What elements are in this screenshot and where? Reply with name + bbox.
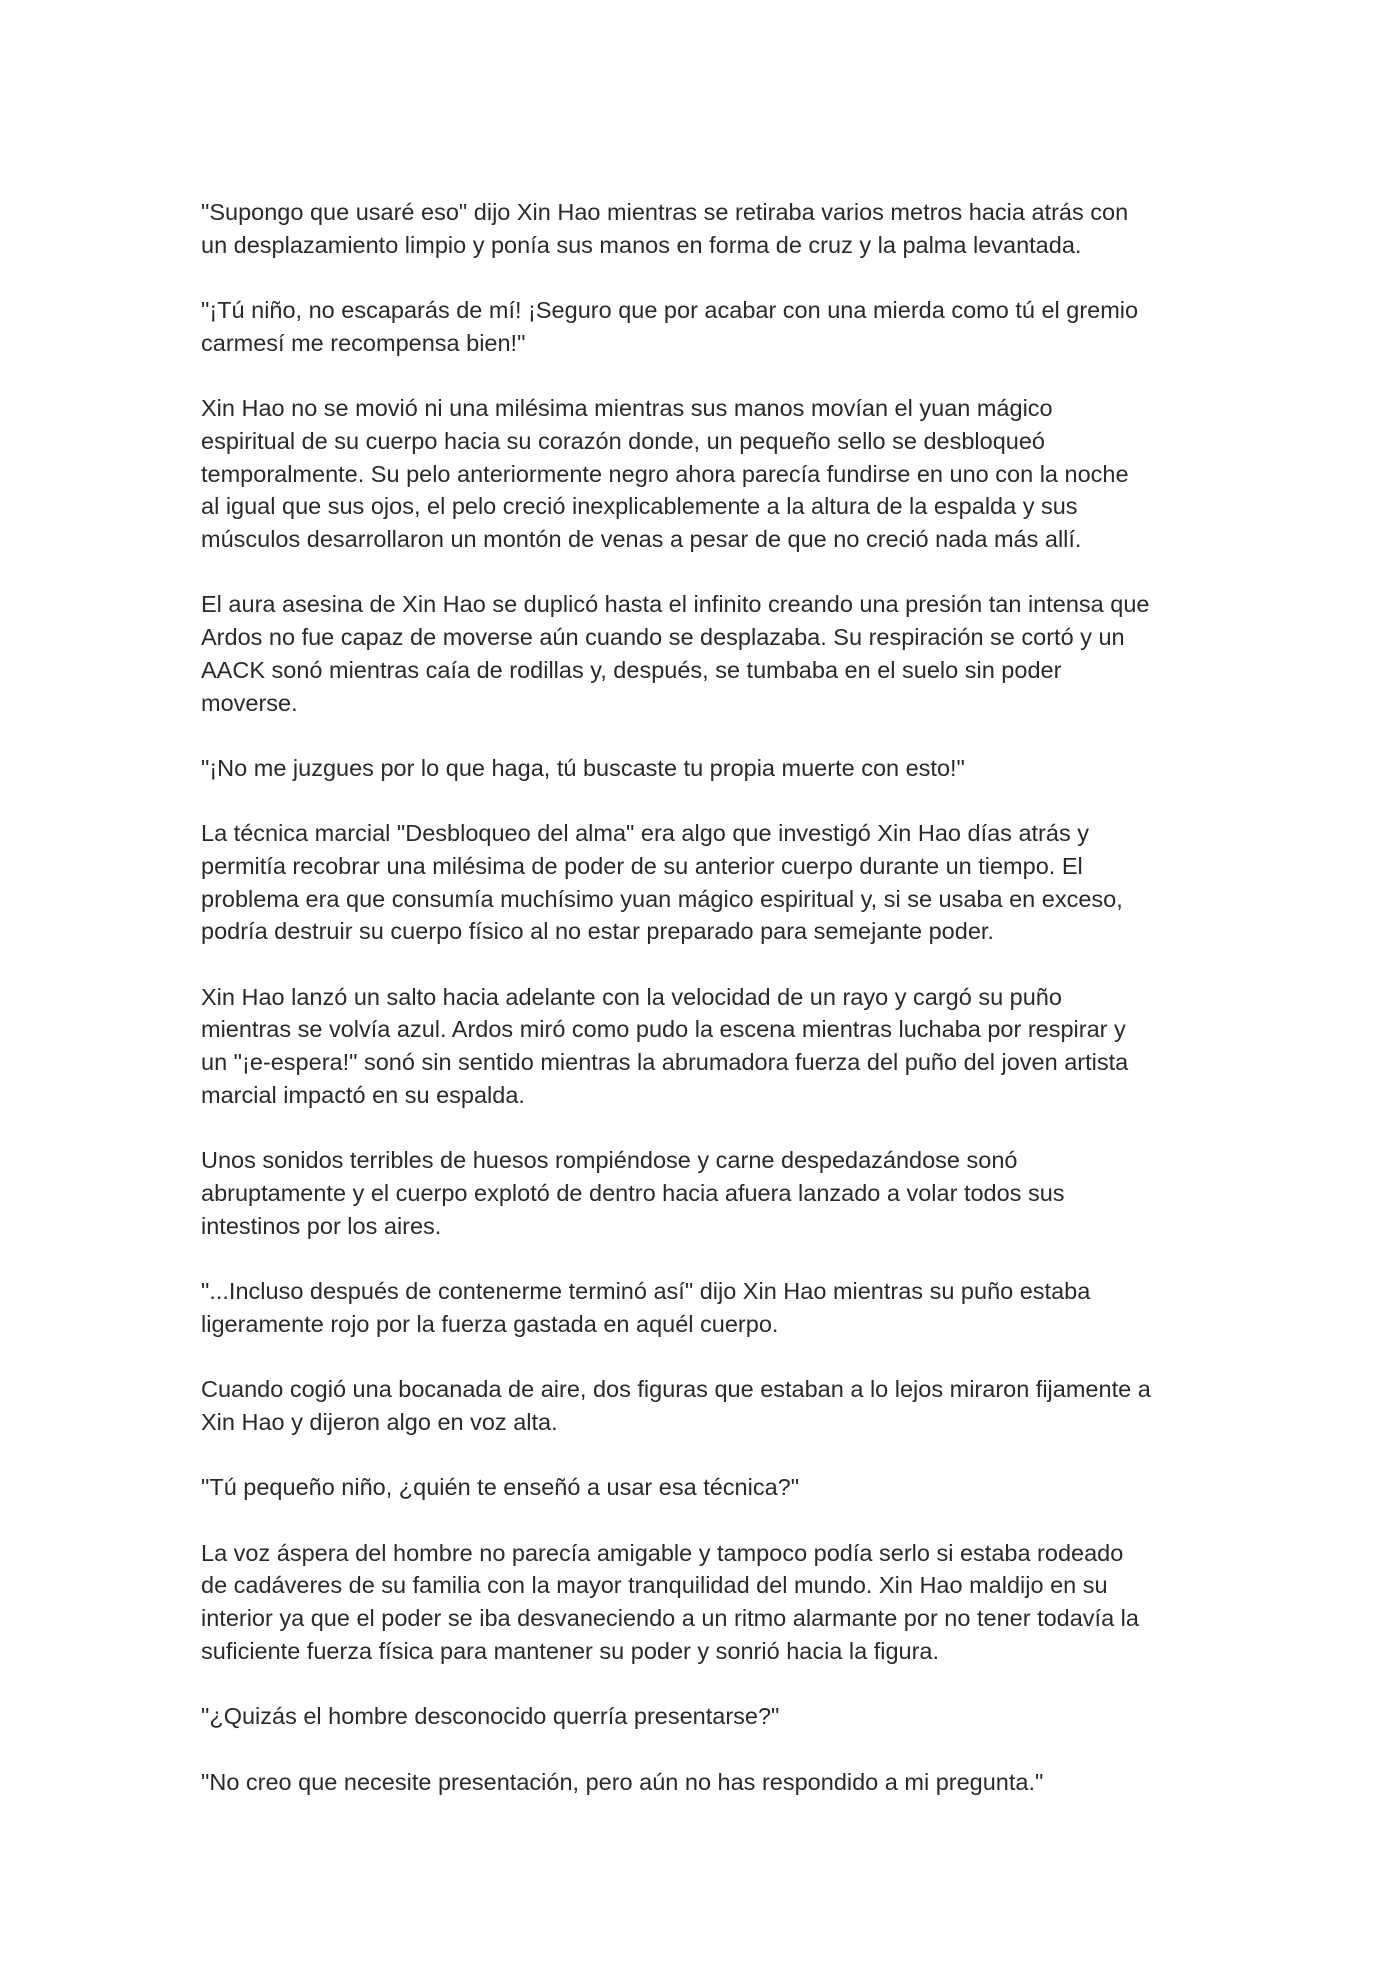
paragraph: "Tú pequeño niño, ¿quién te enseñó a usar esa técnica?" [201,1474,800,1501]
paragraph: La técnica marcial "Desbloqueo del alma" era algo que investigó Xin Hao días atrás y permitía recobrar una milésima de poder de su anterior cuerpo durante un tiempo. El problema era que consumía muchísimo yuan mágico espiritual y, si se usaba en exceso, podría destruir su cuerpo físico al no estar preparado para semejante poder. [201,820,1123,945]
paragraph: Unos sonidos terribles de huesos rompiéndose y carne despedazándose sonó abruptamente y el cuerpo explotó de dentro hacia afuera lanzado a volar todos sus intestinos por los aires. [201,1147,1065,1239]
paragraph: Xin Hao lanzó un salto hacia adelante con la velocidad de un rayo y cargó su puño mientras se volvía azul. Ardos miró como pudo la escena mientras luchaba por respirar y un "¡e-espera!" sonó sin sentido mientras la abrumadora fuerza del puño del joven artista marcial impactó en su espalda. [201,983,1129,1108]
paragraph: "¿Quizás el hombre desconocido querría presentarse?" [201,1703,780,1730]
paragraph: Xin Hao no se movió ni una milésima mientras sus manos movían el yuan mágico espiritual de su cuerpo hacia su corazón donde, un pequeño sello se desbloqueó temporalmente. Su pelo anteriormente negro ahora parecía fundirse en uno con la noche al igual que sus ojos, el pelo creció inexplicablemente a la altura de la espalda y sus músculos desarrollaron un montón de venas a pesar de que no creció nada más allí. [201,395,1129,552]
paragraph: "...Incluso después de contenerme terminó así" dijo Xin Hao mientras su puño estaba ligeramente rojo por la fuerza gastada en aquél cuerpo. [201,1278,1091,1337]
document-body [201,196,1206,1831]
paragraph: Cuando cogió una bocanada de aire, dos figuras que estaban a lo lejos miraron fijamente a Xin Hao y dijeron algo en voz alta. [201,1376,1151,1435]
paragraph: El aura asesina de Xin Hao se duplicó hasta el infinito creando una presión tan intensa que Ardos no fue capaz de moverse aún cuando se desplazaba. Su respiración se cortó y un AACK sonó mientras caía de rodillas y, después, se tumbaba en el suelo sin poder moverse. [201,591,1150,716]
paragraph: "No creo que necesite presentación, pero aún no has respondido a mi pregunta." [201,1768,1044,1795]
paragraph: La voz áspera del hombre no parecía amigable y tampoco podía serlo si estaba rodeado de cadáveres de su familia con la mayor tranquilidad del mundo. Xin Hao maldijo en su interior ya que el poder se iba desvaneciendo a un ritmo alarmante por no tener todavía la suficiente fuerza física para mantener su poder y sonrió hacia la figura. [201,1539,1139,1664]
paragraph: "¡Tú niño, no escaparás de mí! ¡Seguro que por acabar con una mierda como tú el gremio carmesí me recompensa bien!" [201,297,1139,356]
paragraph: "¡No me juzgues por lo que haga, tú buscaste tu propia muerte con esto!" [201,754,965,781]
paragraph: "Supongo que usaré eso" dijo Xin Hao mientras se retiraba varios metros hacia atrás con un desplazamiento limpio y ponía sus manos en forma de cruz y la palma levantada. [201,199,1129,258]
